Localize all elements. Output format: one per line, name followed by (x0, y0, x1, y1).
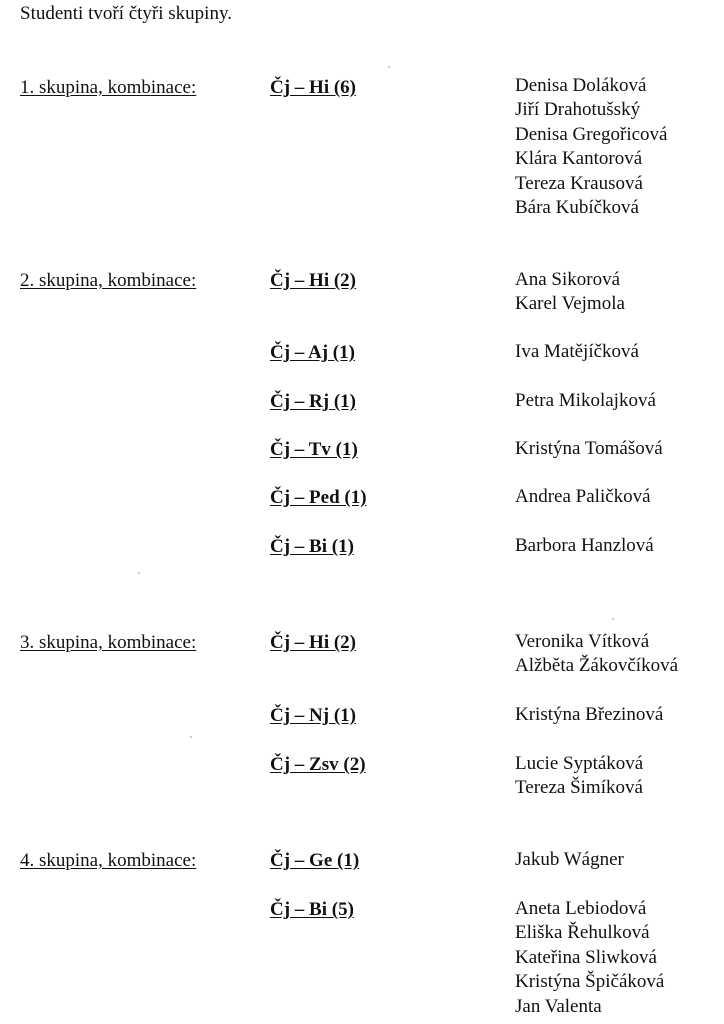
student-name: Ana Sikorová (515, 269, 621, 290)
student-name: Kateřina Sliwková (515, 946, 657, 968)
student-name: Tereza Krausová (515, 172, 643, 194)
group-2-label: 2. skupina, kombinace: (20, 270, 197, 291)
group-1-label: 1. skupina, kombinace: (20, 77, 197, 98)
group-2-combo-3-students (515, 389, 656, 413)
student-name: Kristýna Březinová (515, 704, 664, 725)
group-2-combo-1: Čj – Hi (2) (270, 270, 357, 291)
student-name: Andrea Paličková (515, 486, 651, 507)
student-name: Aneta Lebiodová (515, 898, 647, 919)
group-2-combo-6-students (515, 534, 654, 558)
student-name: Klára Kantorová (515, 148, 643, 170)
group-3-combo-1-students (515, 630, 678, 679)
group-2-combo-3: Čj – Rj (1) (270, 391, 357, 412)
intro-text: Studenti tvoří čtyři skupiny. (20, 3, 232, 24)
student-name: Kristýna Špičáková (515, 971, 665, 993)
student-name: Denisa Gregořicová (515, 123, 668, 145)
student-name: Tereza Šimíková (515, 777, 643, 799)
student-name: Petra Mikolajková (515, 390, 656, 411)
student-name: Jan Valenta (515, 995, 602, 1017)
group-4-combo-1: Čj – Ge (1) (270, 850, 360, 871)
student-name: Lucie Syptáková (515, 753, 644, 774)
student-name: Veronika Vítková (515, 631, 650, 652)
group-4-combo-1-students (515, 848, 624, 872)
group-3-combo-3-students (515, 752, 643, 801)
scan-speck (190, 736, 192, 738)
student-name: Jakub Wágner (515, 849, 624, 870)
student-name: Eliška Řehulková (515, 922, 650, 944)
group-2-combo-6: Čj – Bi (1) (270, 536, 354, 557)
scan-speck (612, 618, 614, 620)
student-name: Bára Kubíčková (515, 197, 639, 219)
student-name: Iva Matějíčková (515, 341, 639, 362)
group-4-combo-2: Čj – Bi (5) (270, 899, 354, 920)
student-name: Alžběta Žákovčíková (515, 655, 679, 677)
group-2-combo-1-students (515, 268, 625, 317)
scan-speck (388, 66, 390, 68)
group-2-combo-4: Čj – Tv (1) (270, 439, 358, 460)
group-3-combo-2: Čj – Nj (1) (270, 705, 357, 726)
group-3-combo-2-students (515, 703, 663, 727)
group-3-combo-3: Čj – Zsv (2) (270, 754, 366, 775)
student-name: Kristýna Tomášová (515, 438, 663, 459)
group-2-combo-2-students (515, 340, 639, 364)
group-2-combo-4-students (515, 437, 663, 461)
scan-speck (138, 572, 140, 574)
group-2-combo-5: Čj – Ped (1) (270, 487, 367, 508)
student-name: Karel Vejmola (515, 293, 625, 315)
group-4-combo-2-students (515, 897, 664, 1019)
group-1-combo-1: Čj – Hi (6) (270, 77, 357, 98)
student-name: Denisa Doláková (515, 75, 647, 96)
group-3-combo-1: Čj – Hi (2) (270, 632, 357, 653)
group-3-label: 3. skupina, kombinace: (20, 632, 197, 653)
group-2-combo-5-students (515, 485, 651, 509)
student-name: Barbora Hanzlová (515, 535, 654, 556)
group-4-label: 4. skupina, kombinace: (20, 850, 197, 871)
group-1-combo-1-students (515, 74, 667, 220)
group-2-combo-2: Čj – Aj (1) (270, 342, 355, 363)
student-name: Jiří Drahotušský (515, 99, 641, 121)
